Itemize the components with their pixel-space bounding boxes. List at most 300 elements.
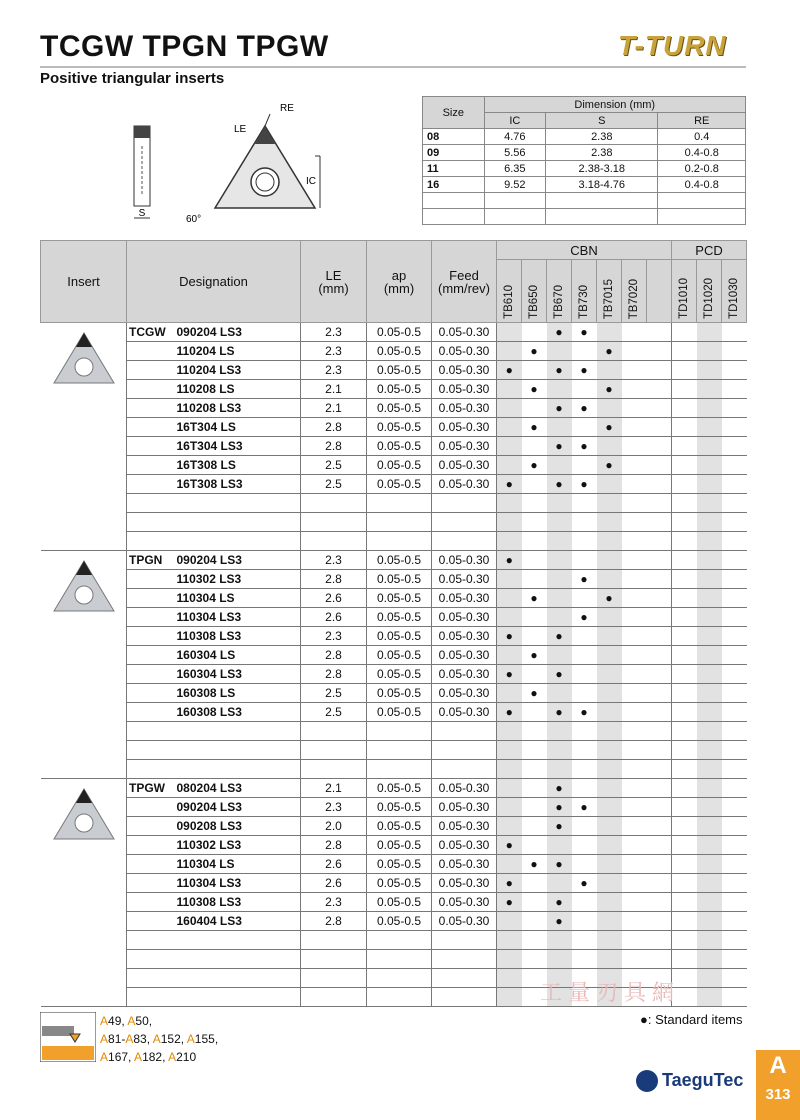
spacer-cell (647, 741, 672, 760)
le-cell: 2.3 (301, 323, 367, 342)
ref-page: 155, (194, 1032, 219, 1046)
table-row (41, 361, 747, 380)
grade-availability-cell (547, 532, 572, 551)
grade-availability-cell (672, 817, 697, 836)
designation-cell (177, 988, 301, 1007)
grade-availability-cell: ● (522, 342, 547, 361)
le-cell: 2.6 (301, 589, 367, 608)
grade-availability-cell (572, 722, 597, 741)
spacer-cell (647, 912, 672, 931)
feed-cell: 0.05-0.30 (432, 475, 497, 494)
feed-cell (432, 494, 497, 513)
spacer-cell (647, 570, 672, 589)
feed-cell: 0.05-0.30 (432, 703, 497, 722)
feed-cell: 0.05-0.30 (432, 893, 497, 912)
grade-availability-cell (522, 437, 547, 456)
grade-availability-cell (622, 323, 647, 342)
ap-cell: 0.05-0.5 (367, 380, 432, 399)
feed-cell (432, 988, 497, 1007)
grade-availability-cell (722, 855, 747, 874)
feed-cell: 0.05-0.30 (432, 342, 497, 361)
grade-availability-cell (672, 589, 697, 608)
feed-cell (432, 931, 497, 950)
table-row (41, 950, 747, 969)
section-letter: A (769, 1052, 787, 1079)
grade-availability-cell (622, 950, 647, 969)
le-cell: 2.6 (301, 874, 367, 893)
feed-cell: 0.05-0.30 (432, 589, 497, 608)
insert-header: Insert (41, 241, 127, 323)
grade-availability-cell: ● (597, 380, 622, 399)
grade-availability-cell (722, 665, 747, 684)
grade-availability-cell (547, 570, 572, 589)
spacer-cell (647, 342, 672, 361)
grade-availability-cell (547, 646, 572, 665)
grade-availability-cell (597, 798, 622, 817)
grade-availability-cell (572, 342, 597, 361)
series-prefix: TPGW (127, 779, 177, 798)
tip-segment (255, 126, 275, 144)
grade-availability-cell: ● (497, 665, 522, 684)
spacer-cell (647, 532, 672, 551)
ap-cell: 0.05-0.5 (367, 627, 432, 646)
feed-cell: 0.05-0.30 (432, 361, 497, 380)
grade-availability-cell (497, 646, 522, 665)
grade-availability-cell (697, 722, 722, 741)
grade-availability-cell (697, 418, 722, 437)
grade-availability-cell (622, 456, 647, 475)
table-row (41, 551, 747, 570)
grade-availability-cell (697, 532, 722, 551)
le-cell (301, 950, 367, 969)
grade-availability-cell (497, 779, 522, 798)
grade-availability-cell (697, 608, 722, 627)
designation-cell: 110204 LS3 (177, 361, 301, 380)
designation-cell: 16T304 LS (177, 418, 301, 437)
le-cell: 2.1 (301, 380, 367, 399)
grade-availability-cell: ● (597, 342, 622, 361)
feed-cell: 0.05-0.30 (432, 779, 497, 798)
ap-cell: 0.05-0.5 (367, 779, 432, 798)
dimension-row (423, 129, 746, 145)
le-cell: 2.5 (301, 703, 367, 722)
grade-availability-cell (722, 779, 747, 798)
grade-availability-cell: ● (572, 399, 597, 418)
grade-header (697, 260, 722, 323)
grade-availability-cell: ● (522, 646, 547, 665)
grade-availability-cell (522, 570, 547, 589)
grade-availability-cell (597, 817, 622, 836)
grade-availability-cell (597, 874, 622, 893)
grade-availability-cell (697, 969, 722, 988)
ap-cell: 0.05-0.5 (367, 665, 432, 684)
grade-availability-cell (572, 931, 597, 950)
grade-availability-cell (497, 798, 522, 817)
grade-availability-cell (697, 399, 722, 418)
grade-availability-cell (597, 912, 622, 931)
size-cell: 09 (423, 145, 485, 161)
grade-availability-cell (547, 760, 572, 779)
designation-cell: 110304 LS3 (177, 608, 301, 627)
brand-logo: T-TURN (618, 30, 727, 61)
le-cell: 2.8 (301, 912, 367, 931)
le-cell: 2.8 (301, 646, 367, 665)
feed-cell (432, 950, 497, 969)
le-cell: 2.8 (301, 665, 367, 684)
grade-availability-cell (547, 494, 572, 513)
spacer-cell (647, 836, 672, 855)
grade-availability-cell (722, 608, 747, 627)
grade-availability-cell (522, 513, 547, 532)
grade-availability-cell (672, 456, 697, 475)
grade-availability-cell (722, 380, 747, 399)
ic-header: IC (484, 113, 546, 129)
le-cell: 2.3 (301, 893, 367, 912)
ref-page: 210 (176, 1050, 197, 1064)
grade-availability-cell: ● (547, 323, 572, 342)
feed-cell: 0.05-0.30 (432, 665, 497, 684)
spacer-cell (647, 950, 672, 969)
grade-availability-cell: ● (497, 836, 522, 855)
grade-availability-cell (547, 589, 572, 608)
grade-header (722, 260, 747, 323)
ap-cell: 0.05-0.5 (367, 855, 432, 874)
grade-availability-cell (522, 779, 547, 798)
le-cell (301, 722, 367, 741)
grade-availability-cell (522, 475, 547, 494)
ref-section-letter: A (168, 1050, 177, 1064)
grade-header (597, 260, 622, 323)
grade-availability-cell (697, 855, 722, 874)
grade-header (572, 260, 597, 323)
grade-availability-cell: ● (547, 912, 572, 931)
grade-availability-cell (547, 418, 572, 437)
table-row (41, 437, 747, 456)
grade-availability-cell (572, 532, 597, 551)
grade-availability-cell (697, 323, 722, 342)
designation-cell: 090204 LS3 (177, 551, 301, 570)
le-cell (301, 760, 367, 779)
page-subtitle: Positive triangular inserts (40, 70, 225, 87)
designation-cell: 160304 LS3 (177, 665, 301, 684)
grade-availability-cell (622, 779, 647, 798)
feed-cell (432, 513, 497, 532)
table-row (41, 323, 747, 342)
grade-availability-cell (597, 437, 622, 456)
grade-availability-cell (697, 589, 722, 608)
grade-availability-cell (547, 380, 572, 399)
grade-availability-cell (697, 950, 722, 969)
insert-image (41, 551, 127, 779)
grade-availability-cell: ● (547, 627, 572, 646)
grade-availability-cell (522, 760, 547, 779)
grade-availability-cell (672, 418, 697, 437)
grade-availability-cell (597, 608, 622, 627)
ap-cell: 0.05-0.5 (367, 361, 432, 380)
grade-availability-cell (522, 912, 547, 931)
table-row (41, 418, 747, 437)
grade-availability-cell (497, 513, 522, 532)
table-row (41, 931, 747, 950)
grade-availability-cell (497, 608, 522, 627)
grade-availability-cell (722, 760, 747, 779)
grade-availability-cell (497, 855, 522, 874)
table-row (41, 874, 747, 893)
le-cell: 2.0 (301, 817, 367, 836)
grade-availability-cell (722, 646, 747, 665)
designation-cell: 16T308 LS3 (177, 475, 301, 494)
spacer-cell (647, 456, 672, 475)
ap-cell (367, 988, 432, 1007)
grade-label: TD1020 (703, 278, 716, 319)
grade-availability-cell (597, 760, 622, 779)
grade-availability-cell (672, 874, 697, 893)
grade-availability-cell (497, 532, 522, 551)
grade-availability-cell (497, 722, 522, 741)
application-icon (40, 1012, 96, 1062)
grade-availability-cell (597, 931, 622, 950)
spacer-cell (647, 931, 672, 950)
spacer-cell (647, 437, 672, 456)
grade-availability-cell (547, 608, 572, 627)
page-title: TCGW TPGN TPGW (40, 30, 329, 63)
grade-header (522, 260, 547, 323)
grade-availability-cell (497, 380, 522, 399)
grade-availability-cell (697, 570, 722, 589)
grade-availability-cell: ● (497, 703, 522, 722)
spacer-cell (647, 874, 672, 893)
le-cell (301, 931, 367, 950)
ap-cell (367, 931, 432, 950)
ap-cell (367, 513, 432, 532)
grade-availability-cell (497, 342, 522, 361)
grade-header (672, 260, 697, 323)
grade-label: TD1010 (678, 278, 691, 319)
spacer-cell (647, 418, 672, 437)
grade-availability-cell (722, 684, 747, 703)
grade-availability-cell (672, 399, 697, 418)
grade-availability-cell (697, 361, 722, 380)
feed-cell (432, 722, 497, 741)
table-row (41, 855, 747, 874)
grade-availability-cell (522, 323, 547, 342)
grade-availability-cell (522, 893, 547, 912)
ap-header: ap (mm) (367, 241, 432, 323)
designation-cell: 110304 LS3 (177, 874, 301, 893)
grade-availability-cell (672, 798, 697, 817)
grade-availability-cell: ● (572, 703, 597, 722)
dimension-cell: 3.18-4.76 (546, 177, 658, 193)
table-row (41, 646, 747, 665)
grade-availability-cell: ● (497, 874, 522, 893)
ap-cell: 0.05-0.5 (367, 817, 432, 836)
re-label: RE (280, 103, 294, 114)
designation-cell: 110204 LS (177, 342, 301, 361)
grade-availability-cell (622, 513, 647, 532)
grade-availability-cell (497, 817, 522, 836)
feed-cell: 0.05-0.30 (432, 608, 497, 627)
grade-availability-cell (497, 912, 522, 931)
ap-cell: 0.05-0.5 (367, 589, 432, 608)
cbn-header: CBN (497, 241, 672, 260)
le-label: LE (234, 124, 247, 135)
grade-availability-cell (522, 931, 547, 950)
page-number: 313 (765, 1086, 791, 1103)
dimension-row (423, 177, 746, 193)
grade-availability-cell (572, 741, 597, 760)
grade-availability-cell (672, 361, 697, 380)
table-row (41, 342, 747, 361)
table-row (41, 399, 747, 418)
ref-section-letter: A (134, 1050, 143, 1064)
ap-cell: 0.05-0.5 (367, 456, 432, 475)
spacer-cell (647, 399, 672, 418)
le-cell: 2.3 (301, 342, 367, 361)
grade-availability-cell (672, 646, 697, 665)
ap-cell: 0.05-0.5 (367, 418, 432, 437)
spacer-cell (647, 855, 672, 874)
grade-availability-cell (547, 874, 572, 893)
ref-section-letter: A (186, 1032, 195, 1046)
grade-availability-cell (622, 361, 647, 380)
grade-availability-cell (597, 665, 622, 684)
grade-availability-cell (522, 361, 547, 380)
grade-availability-cell (497, 570, 522, 589)
grade-availability-cell (672, 494, 697, 513)
grade-availability-cell (697, 741, 722, 760)
grade-availability-cell (572, 836, 597, 855)
grade-availability-cell (572, 646, 597, 665)
ap-cell (367, 532, 432, 551)
ap-cell: 0.05-0.5 (367, 475, 432, 494)
grade-availability-cell (672, 608, 697, 627)
grade-availability-cell (722, 342, 747, 361)
grade-availability-cell (672, 950, 697, 969)
grade-availability-cell: ● (547, 893, 572, 912)
grade-availability-cell (672, 475, 697, 494)
grade-availability-cell: ● (497, 893, 522, 912)
designation-cell: 090204 LS3 (177, 323, 301, 342)
grade-availability-cell (697, 380, 722, 399)
grade-availability-cell (522, 817, 547, 836)
grade-availability-cell (622, 418, 647, 437)
table-row (41, 532, 747, 551)
designation-cell (177, 494, 301, 513)
table-row (41, 684, 747, 703)
ref-page: 50, (135, 1014, 153, 1028)
dimension-cell: 2.38 (546, 129, 658, 145)
grade-availability-cell (572, 513, 597, 532)
watermark: 工量刃具網 (540, 980, 681, 1005)
spacer-cell (647, 475, 672, 494)
ref-section-letter: A (100, 1050, 109, 1064)
grade-availability-cell (672, 513, 697, 532)
grade-availability-cell (697, 646, 722, 665)
le-cell: 2.8 (301, 437, 367, 456)
grade-availability-cell (622, 494, 647, 513)
taegutec-icon (636, 1070, 658, 1092)
table-row (41, 817, 747, 836)
grade-availability-cell (597, 646, 622, 665)
dimension-cell: 9.52 (484, 177, 546, 193)
feed-header: Feed (mm/rev) (432, 241, 497, 323)
grade-availability-cell (722, 361, 747, 380)
spacer-cell (647, 722, 672, 741)
grade-availability-cell: ● (572, 475, 597, 494)
s-header: S (546, 113, 658, 129)
grade-availability-cell: ● (547, 437, 572, 456)
ap-cell: 0.05-0.5 (367, 893, 432, 912)
dimension-cell: 4.76 (484, 129, 546, 145)
series-prefix: TCGW (127, 323, 177, 342)
ap-cell: 0.05-0.5 (367, 570, 432, 589)
grade-availability-cell (497, 988, 522, 1007)
grade-availability-cell (697, 874, 722, 893)
grade-availability-cell (497, 950, 522, 969)
ap-cell: 0.05-0.5 (367, 912, 432, 931)
dimension-cell: 5.56 (484, 145, 546, 161)
feed-cell (432, 760, 497, 779)
ap-cell: 0.05-0.5 (367, 437, 432, 456)
pcd-header: PCD (672, 241, 747, 260)
ap-cell (367, 722, 432, 741)
designation-cell: 16T304 LS3 (177, 437, 301, 456)
grade-availability-cell (622, 551, 647, 570)
ref-section-letter: A (152, 1032, 161, 1046)
grade-availability-cell: ● (522, 855, 547, 874)
grade-availability-cell (672, 627, 697, 646)
grade-availability-cell: ● (547, 855, 572, 874)
grade-availability-cell (572, 912, 597, 931)
grade-availability-cell (722, 874, 747, 893)
ap-cell (367, 741, 432, 760)
grade-availability-cell (697, 494, 722, 513)
ap-cell (367, 760, 432, 779)
feed-cell (432, 532, 497, 551)
grade-availability-cell (722, 703, 747, 722)
grade-availability-cell (697, 760, 722, 779)
grade-availability-cell (622, 627, 647, 646)
feed-cell: 0.05-0.30 (432, 912, 497, 931)
grade-availability-cell (522, 836, 547, 855)
company-name: TaeguTec (662, 1070, 744, 1090)
grade-availability-cell (672, 323, 697, 342)
grade-availability-cell (497, 589, 522, 608)
grade-availability-cell (547, 931, 572, 950)
legend-standard-items: ●: Standard items (640, 1012, 743, 1027)
grade-availability-cell (572, 665, 597, 684)
designation-cell: 090208 LS3 (177, 817, 301, 836)
feed-cell (432, 741, 497, 760)
grade-availability-cell (672, 893, 697, 912)
ref-page: 81- (108, 1032, 126, 1046)
grade-availability-cell: ● (522, 380, 547, 399)
grade-availability-cell (522, 950, 547, 969)
ap-cell: 0.05-0.5 (367, 836, 432, 855)
size-cell: 11 (423, 161, 485, 177)
grade-availability-cell (697, 893, 722, 912)
table-row (41, 760, 747, 779)
designation-cell: 110302 LS3 (177, 570, 301, 589)
grade-availability-cell (697, 836, 722, 855)
grade-availability-cell: ● (572, 323, 597, 342)
designation-cell: 160308 LS3 (177, 703, 301, 722)
ap-cell: 0.05-0.5 (367, 608, 432, 627)
grade-availability-cell (572, 627, 597, 646)
table-row (41, 779, 747, 798)
grade-availability-cell (722, 817, 747, 836)
le-cell (301, 969, 367, 988)
